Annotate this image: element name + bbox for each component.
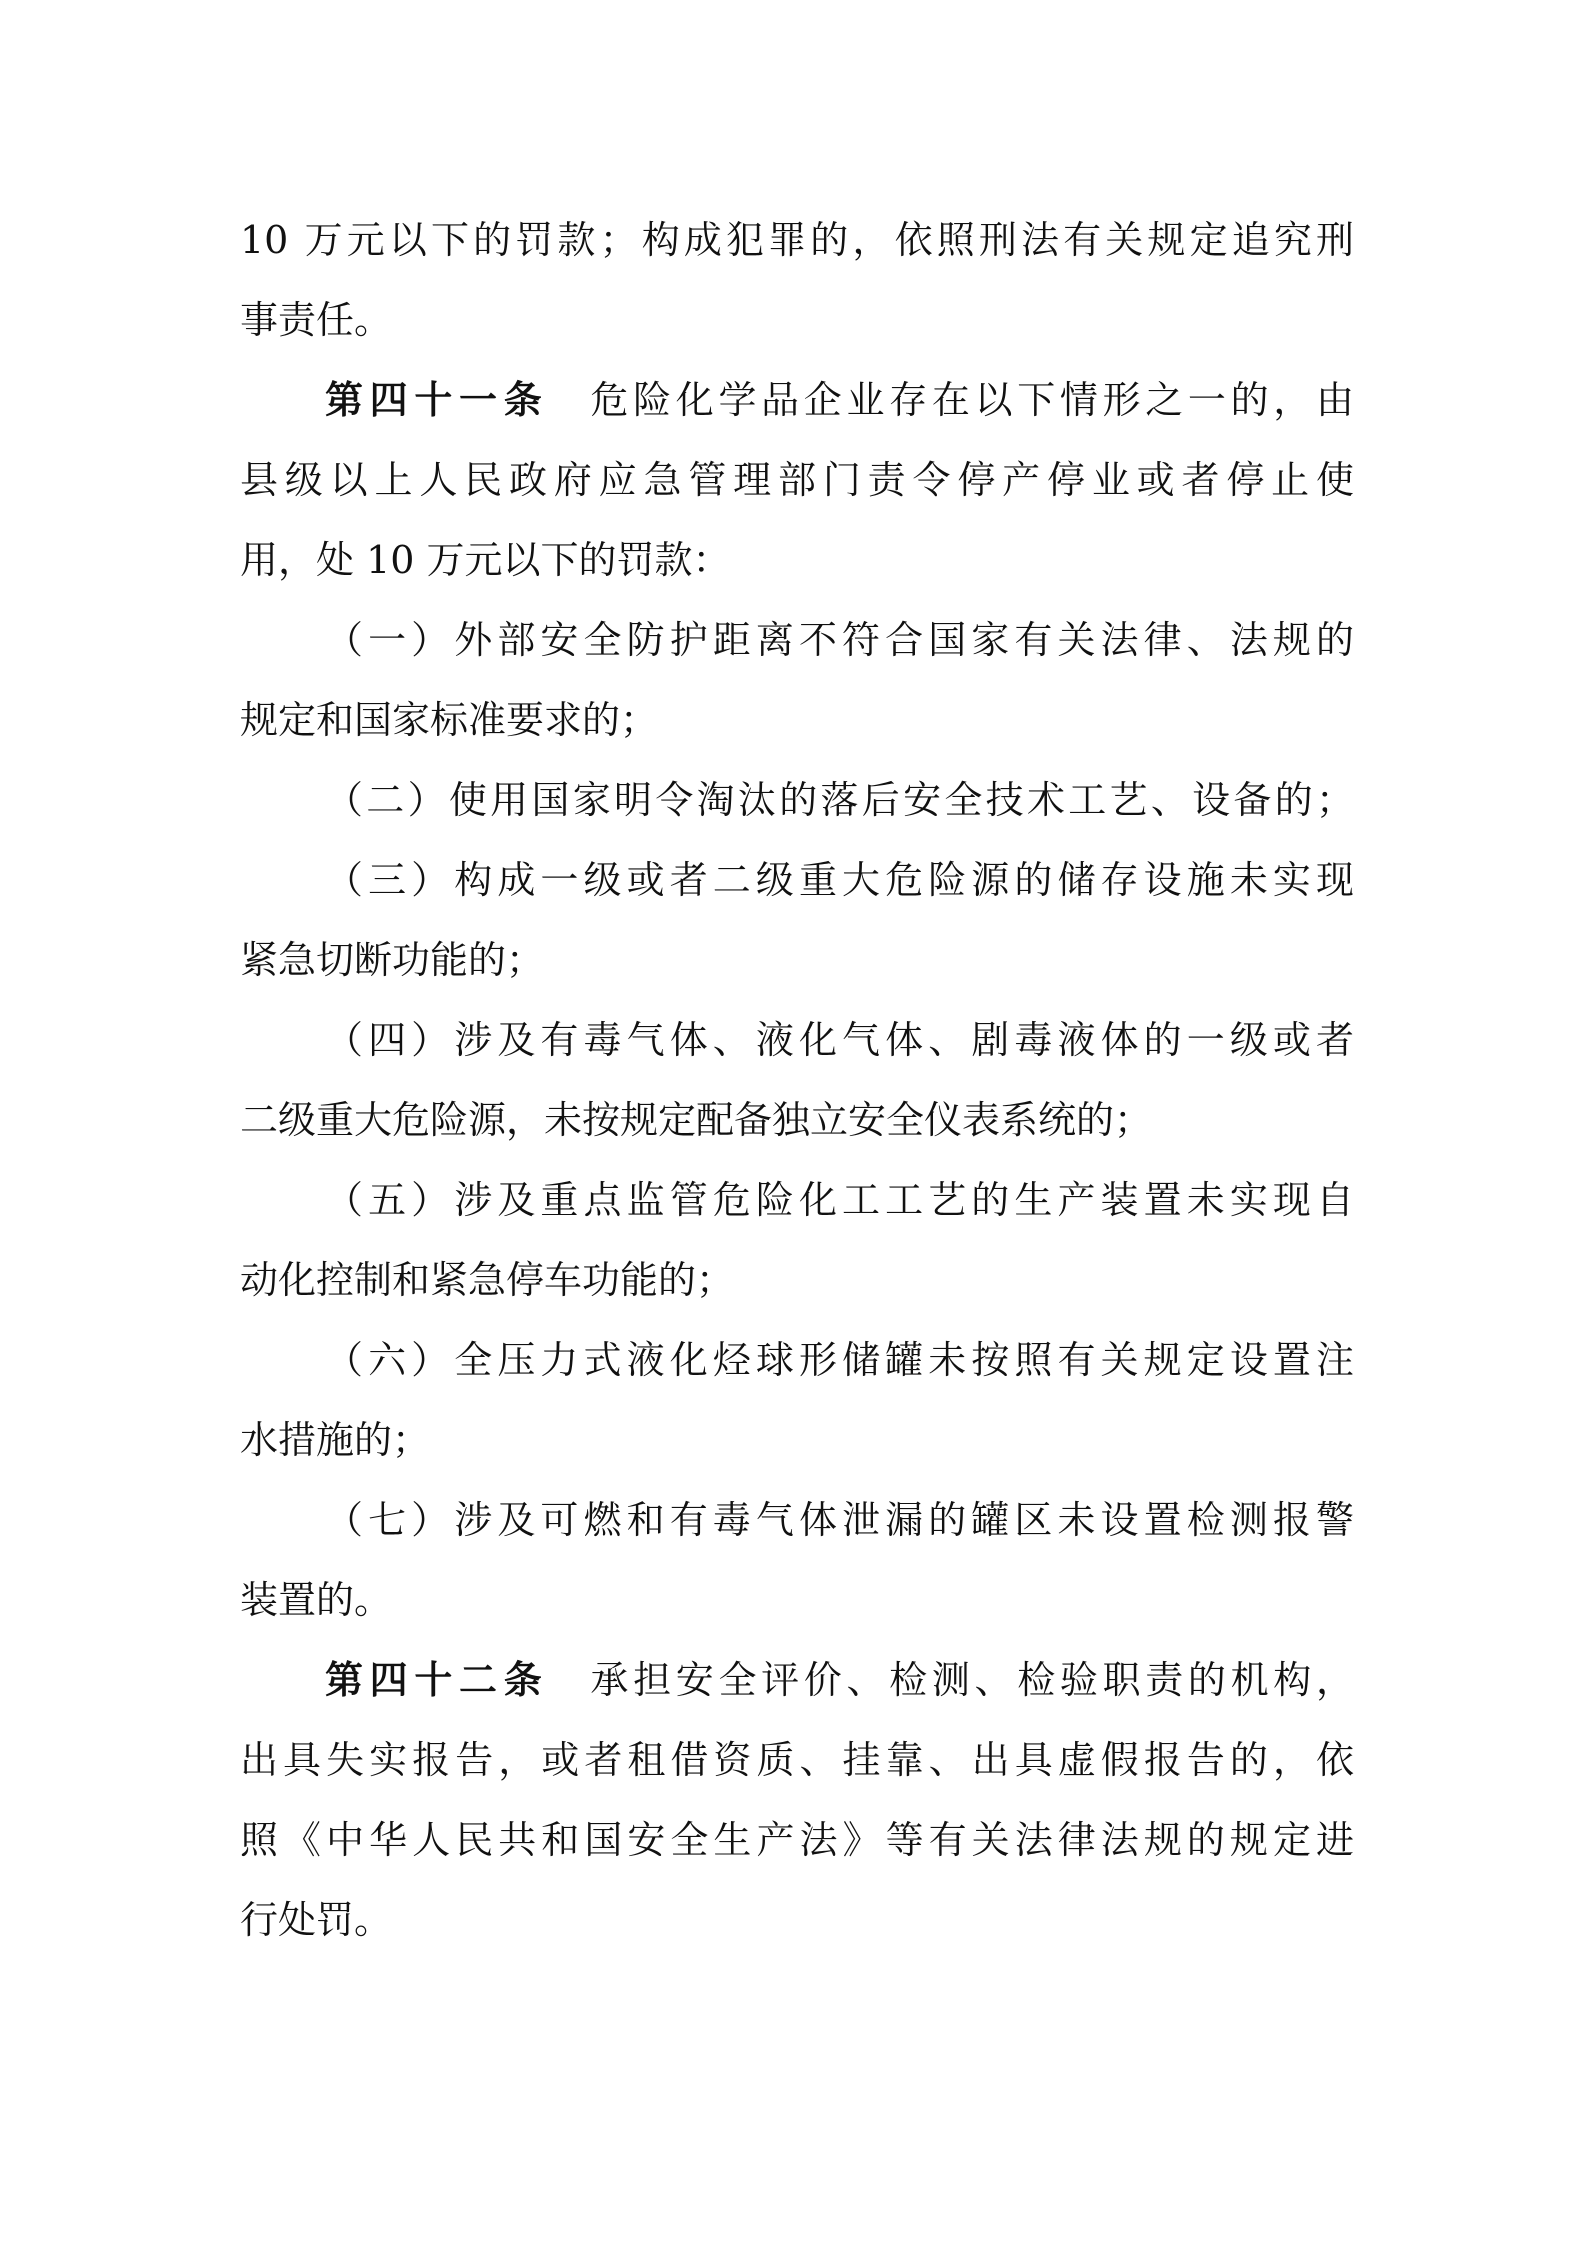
article-41-line-2: 县级以上人民政府应急管理部门责令停产停业或者停止使 [240,458,1354,502]
article-41-paragraph-line-1 [325,380,1354,420]
article-42-heading: 第四十二条 [325,1658,549,1702]
article-41-item-7-line-1: （七）涉及可燃和有毒气体泄漏的罐区未设置检测报警 [325,1498,1354,1542]
article-41-item-3-line-2: 紧急切断功能的； [240,938,545,982]
article-41-text-line-1: 危险化学品企业存在以下情形之一的，由 [590,378,1354,422]
article-41-heading: 第四十一条 [325,378,549,422]
article-41-item-6-line-2: 水措施的； [240,1418,431,1462]
article-41-item-5-line-1: （五）涉及重点监管危险化工工艺的生产装置未实现自 [325,1178,1354,1222]
article-41-item-6-line-1: （六）全压力式液化烃球形储罐未按照有关规定设置注 [325,1338,1354,1382]
article-41-item-2-line-1: （二）使用国家明令淘汰的落后安全技术工艺、设备的； [325,778,1354,822]
article-41-item-1-line-2: 规定和国家标准要求的； [240,698,659,742]
article-42-line-4: 行处罚。 [240,1898,393,1942]
article-42-paragraph-line-1 [325,1660,1354,1700]
article-41-item-4-line-1: （四）涉及有毒气体、液化气体、剧毒液体的一级或者 [325,1018,1354,1062]
article-41-item-1-line-1: （一）外部安全防护距离不符合国家有关法律、法规的 [325,618,1354,662]
article-41-item-7-line-2: 装置的。 [240,1578,393,1622]
article-41-item-4-line-2: 二级重大危险源，未按规定配备独立安全仪表系统的； [240,1098,1153,1142]
continuation-line-1: 10 万元以下的罚款；构成犯罪的，依照刑法有关规定追究刑 [240,218,1354,262]
article-42-line-2: 出具失实报告，或者租借资质、挂靠、出具虚假报告的，依 [240,1738,1354,1782]
article-42-line-3: 照《中华人民共和国安全生产法》等有关法律法规的规定进 [240,1818,1354,1862]
article-41-item-3-line-1: （三）构成一级或者二级重大危险源的储存设施未实现 [325,858,1354,902]
article-41-item-5-line-2: 动化控制和紧急停车功能的； [240,1258,735,1302]
continuation-line-2: 事责任。 [240,298,393,342]
article-42-text-line-1: 承担安全评价、检测、检验职责的机构， [590,1658,1354,1702]
article-41-line-3: 用，处 10 万元以下的罚款： [240,538,731,582]
